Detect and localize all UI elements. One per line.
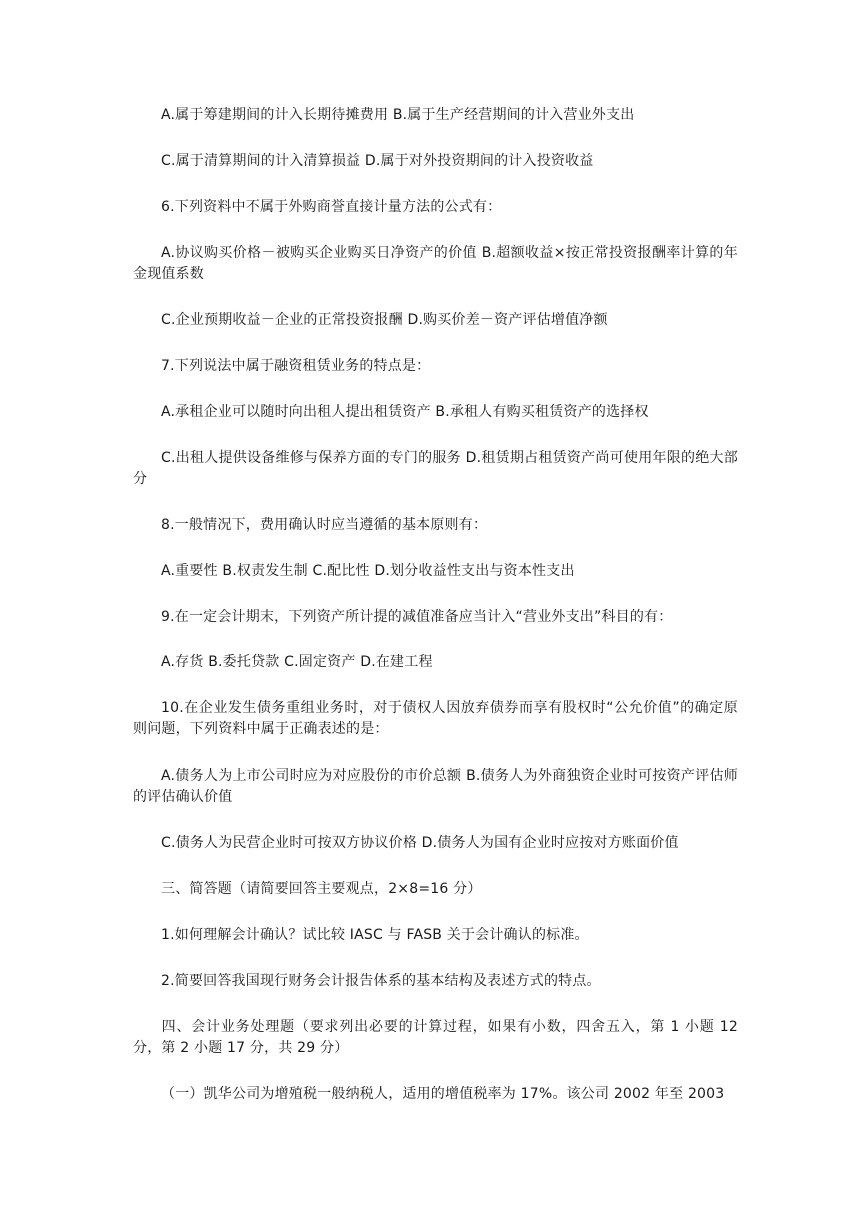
paragraph-text: 10.在企业发生债务重组业务时，对于债权人因放弃债券而享有股权时“公允价值”的确定原则问题，下列资料中属于正确表述的是： bbox=[133, 700, 738, 737]
paragraph bbox=[133, 766, 738, 808]
paragraph-text: 7.下列说法中属于融资租赁业务的特点是： bbox=[161, 358, 431, 374]
paragraph bbox=[133, 448, 738, 490]
paragraph bbox=[133, 652, 738, 673]
paragraph-text: C.属于清算期间的计入清算损益 D.属于对外投资期间的计入投资收益 bbox=[161, 153, 594, 169]
paragraph-text: 2.简要回答我国现行财务会计报告体系的基本结构及表述方式的特点。 bbox=[161, 973, 601, 989]
paragraph-text: 三、简答题（请简要回答主要观点，2×8=16 分） bbox=[161, 881, 482, 897]
paragraph bbox=[133, 833, 738, 854]
paragraph-text: A.承租企业可以随时向出租人提出租赁资产 B.承租人有购买租赁资产的选择权 bbox=[161, 404, 649, 420]
section-heading-4 bbox=[133, 1017, 738, 1059]
paragraph-text: A.存货 B.委托贷款 C.固定资产 D.在建工程 bbox=[161, 654, 433, 670]
question-10 bbox=[133, 698, 738, 740]
question-8 bbox=[133, 515, 738, 536]
paragraph-text: A.属于筹建期间的计入长期待摊费用 B.属于生产经营期间的计入营业外支出 bbox=[161, 107, 635, 123]
paragraph-text: C.出租人提供设备维修与保养方面的专门的服务 D.租赁期占租赁资产尚可使用年限的绝大部分 bbox=[133, 450, 738, 487]
paragraph-text: A.协议购买价格－被购买企业购买日净资产的价值 B.超额收益×按正常投资报酬率计算的年金现值系数 bbox=[133, 245, 738, 282]
question-9 bbox=[133, 607, 738, 628]
paragraph-text: 四、会计业务处理题（要求列出必要的计算过程，如果有小数，四舍五入，第 1 小题 12 分，第 2 小题 17 分，共 29 分） bbox=[133, 1019, 738, 1056]
paragraph bbox=[133, 105, 738, 126]
paragraph bbox=[133, 151, 738, 172]
paragraph-text: A.债务人为上市公司时应为对应股份的市价总额 B.债务人为外商独资企业时可按资产评估师的评估确认价值 bbox=[133, 768, 738, 805]
question-6 bbox=[133, 197, 738, 218]
short-answer-2 bbox=[133, 971, 738, 992]
paragraph-text: 6.下列资料中不属于外购商誉直接计量方法的公式有： bbox=[161, 199, 502, 215]
paragraph bbox=[133, 1084, 738, 1105]
question-7 bbox=[133, 356, 738, 377]
paragraph-text: C.企业预期收益－企业的正常投资报酬 D.购买价差－资产评估增值净额 bbox=[161, 312, 608, 328]
section-heading-3 bbox=[133, 879, 738, 900]
short-answer-1 bbox=[133, 925, 738, 946]
paragraph-text: A.重要性 B.权责发生制 C.配比性 D.划分收益性支出与资本性支出 bbox=[161, 563, 575, 579]
paragraph-text: 1.如何理解会计确认？试比较 IASC 与 FASB 关于会计确认的标准。 bbox=[161, 927, 589, 943]
paragraph-text: （一）凯华公司为增殖税一般纳税人，适用的增值税率为 17%。该公司 2002 年至 2003 bbox=[161, 1086, 725, 1102]
paragraph bbox=[133, 402, 738, 423]
paragraph bbox=[133, 310, 738, 331]
paragraph bbox=[133, 243, 738, 285]
paragraph bbox=[133, 561, 738, 582]
paragraph-text: 8.一般情况下，费用确认时应当遵循的基本原则有： bbox=[161, 517, 488, 533]
paragraph-text: C.债务人为民营企业时可按双方协议价格 D.债务人为国有企业时应按对方账面价值 bbox=[161, 835, 679, 851]
paragraph-text: 9.在一定会计期末，下列资产所计提的减值准备应当计入“营业外支出”科目的有： bbox=[161, 609, 673, 625]
